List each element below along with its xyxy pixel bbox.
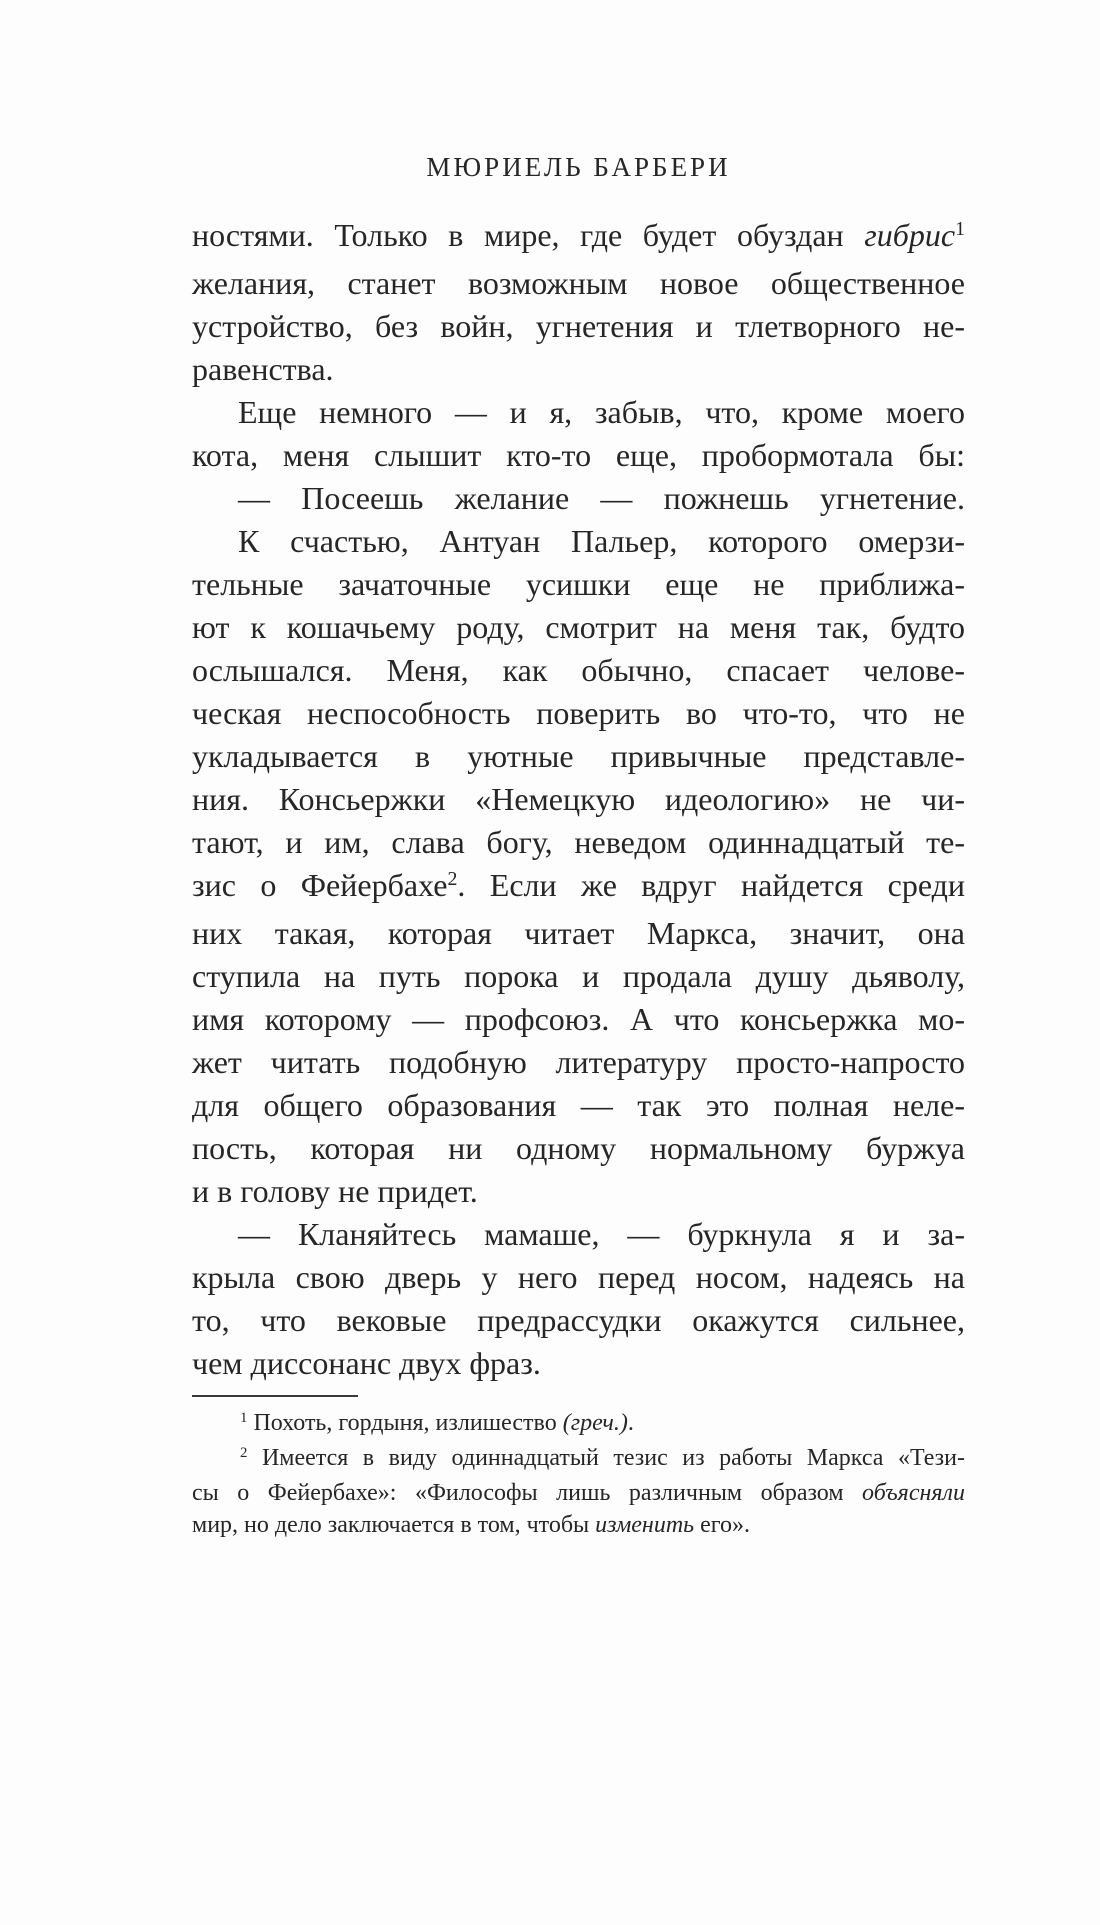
text-run: крыла свою дверь у него перед носом, надеясь на (192, 1259, 965, 1295)
text-run: ния. Консьержки «Немецкую идеологию» не чи- (192, 781, 965, 817)
text-run: ют к кошачьему роду, смотрит на меня так, будто (192, 609, 965, 645)
text-run: изменить (595, 1512, 695, 1538)
body-line (192, 735, 965, 778)
text-run: . (627, 1410, 634, 1436)
body-line (192, 606, 965, 649)
text-run: Похоть, гордыня, излишество (247, 1410, 563, 1436)
text-run: зис о Фейербахе (192, 867, 448, 903)
body-line (192, 1170, 965, 1213)
text-run: жет читать подобную литературу просто-напросто (192, 1044, 965, 1080)
running-header: МЮРИЕЛЬ БАРБЕРИ (426, 152, 731, 182)
text-run: устройство, без войн, угнетения и тлетворного не- (192, 308, 965, 344)
body-line (192, 998, 965, 1041)
body-line (192, 821, 965, 864)
body-line (192, 1127, 965, 1170)
body-line (192, 778, 965, 821)
text-run: равенства. (192, 351, 334, 387)
text-run: желания, станет возможным новое общественное (192, 265, 965, 301)
footnote-line (192, 1477, 965, 1509)
text-run: (греч.) (562, 1410, 628, 1436)
text-run: мир, но дело заключается в том, чтобы (192, 1512, 596, 1538)
body-line (192, 1041, 965, 1084)
body-line (192, 434, 965, 477)
text-run: — Посеешь желание — пожнешь угнетение. (238, 480, 965, 516)
footnotes (192, 1407, 965, 1541)
text-run: для общего образования — так это полная неле- (192, 1087, 965, 1123)
text-run: то, что вековые предрассудки окажутся сильнее, (192, 1302, 965, 1338)
text-run: — Кланяйтесь мамаше, — буркнула я и за- (238, 1216, 965, 1252)
text-run: ступила на путь порока и продала душу дьяволу, (192, 958, 965, 994)
body-line (192, 1213, 965, 1256)
text-run: Еще немного — и я, забыв, что, кроме моего (238, 394, 965, 430)
superscript-marker: 1 (955, 218, 965, 241)
text-run: сы о Фейербахе»: «Философы лишь различным образом (192, 1480, 863, 1506)
text-run: Имеется в виду одиннадцатый тезис из работы Маркса «Тези- (247, 1445, 965, 1471)
body-line (192, 477, 965, 520)
body-line (192, 214, 965, 262)
text-run: ческая неспособность поверить во что-то, что не (192, 695, 965, 731)
text-run: пость, которая ни одному нормальному буржуа (192, 1130, 965, 1166)
body-line (192, 864, 965, 912)
body-line (192, 955, 965, 998)
superscript-marker: 2 (240, 1444, 248, 1461)
text-run: . Если же вдруг найдется среди (457, 867, 966, 903)
body-line (192, 348, 965, 391)
text-run: тают, и им, слава богу, неведом одиннадцатый те- (192, 824, 965, 860)
body-line (192, 305, 965, 348)
body-line (192, 391, 965, 434)
body-line (192, 262, 965, 305)
body-line (192, 1084, 965, 1127)
body-line (192, 1299, 965, 1342)
superscript-marker: 2 (447, 868, 458, 891)
footnote-line (192, 1407, 965, 1442)
text-run: ностями. Только в мире, где будет обуздан (192, 217, 865, 253)
text-run: его». (694, 1512, 750, 1538)
body-line (192, 1342, 965, 1385)
text-run: имя которому — профсоюз. А что консьержка мо- (192, 1001, 965, 1037)
text-run: К счастью, Антуан Пальер, которого омерзи- (238, 523, 965, 559)
text-run: объясняли (862, 1480, 965, 1506)
body-line (192, 692, 965, 735)
text-run: кота, меня слышит кто-то еще, пробормотала бы: (192, 437, 965, 473)
body-line (192, 912, 965, 955)
body-line (192, 563, 965, 606)
text-run: гибрис (864, 217, 956, 253)
text-run: укладывается в уютные привычные представле- (192, 738, 965, 774)
body-text (192, 214, 965, 1385)
body-line (192, 649, 965, 692)
footnote-line (192, 1442, 965, 1477)
text-run: чем диссонанс двух фраз. (192, 1345, 541, 1381)
body-line (192, 520, 965, 563)
superscript-marker: 1 (240, 1409, 248, 1426)
text-run: них такая, которая читает Маркса, значит, она (192, 915, 965, 951)
text-run: тельные зачаточные усишки еще не приближа- (192, 566, 965, 602)
body-line (192, 1256, 965, 1299)
footnote-separator (192, 1395, 358, 1397)
text-run: ослышался. Меня, как обычно, спасает челове- (192, 652, 965, 688)
footnote-line (192, 1509, 965, 1541)
text-run: и в голову не придет. (192, 1173, 478, 1209)
